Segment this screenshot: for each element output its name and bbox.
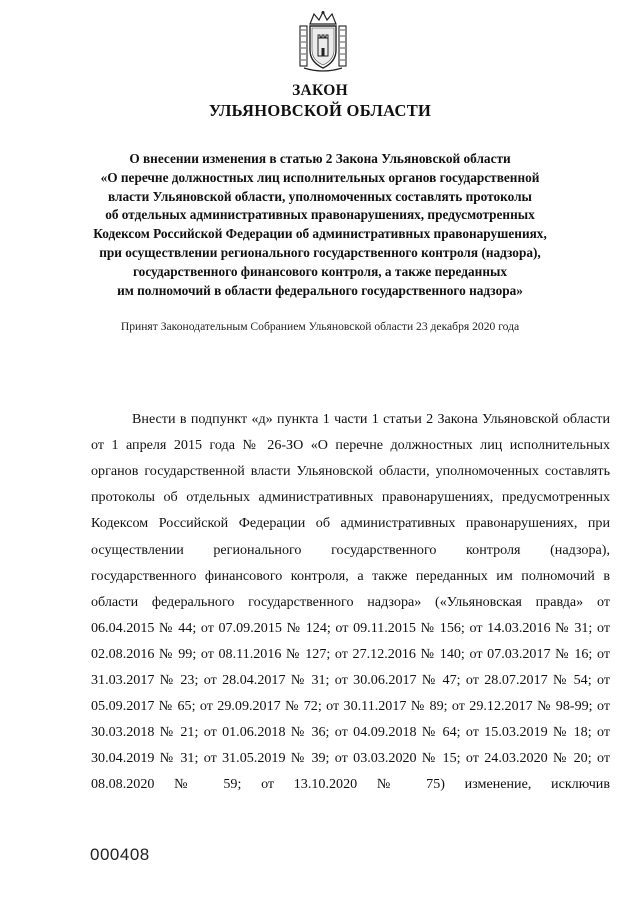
- coat-of-arms-icon: [296, 10, 350, 74]
- region-heading: УЛЬЯНОВСКОЙ ОБЛАСТИ: [208, 101, 432, 120]
- law-title-line: О внесении изменения в статью 2 Закона Ульяновской области: [129, 151, 511, 166]
- law-title-line: государственного финансового контроля, а также переданных: [132, 263, 508, 279]
- document-type-heading: ЗАКОН: [292, 82, 348, 99]
- law-title: [60, 150, 580, 300]
- law-title-line: «О перечне должностных лиц исполнительных органов государственной: [100, 169, 540, 185]
- adoption-note: Принят Законодательным Собранием Ульяновской области 23 декабря 2020 года: [120, 320, 520, 333]
- law-title-line: им полномочий в области федерального государственного надзора»: [117, 282, 523, 298]
- law-title-line: при осуществлении регионального государственного контроля (надзора),: [99, 244, 541, 260]
- body-paragraph: Внести в подпункт «д» пункта 1 части 1 статьи 2 Закона Ульяновской области от 1 апреля 2015 года № 26-ЗО «О перечне должностных лиц исполнительных органов государственной власти Ульяновской области, уполномоченных составлять протоколы об отдельных административных правонарушениях, предусмотренных Кодексом Российской Федерации об административных правонарушениях, при осуществлении регионального государственного контроля (надзора), государственного финансового контроля, а также переданных им полномочий в области федерального государственного надзора» («Ульяновская правда» от 06.04.2015 № 44; от 07.09.2015 № 124; от 09.11.2015 № 156; от 14.03.2016 № 31; от 02.08.2016 № 99; от 08.11.2016 № 127; от 27.12.2016 № 140; от 07.03.2017 № 16; от 31.03.2017 № 23; от 28.04.2017 № 31; от 30.06.2017 № 47; от 28.07.2017 № 54; от 05.09.2017 № 65; от 29.09.2017 № 72; от 30.11.2017 № 89; от 29.12.2017 № 98-99; от 30.03.2018 № 21; от 01.06.2018 № 36; от 04.09.2018 № 64; от 15.03.2019 № 18; от 30.04.2019 № 31; от 31.05.2019 № 39; от 03.03.2020 № 15; от 24.03.2020 № 20; от 08.08.2020 № 59; от 13.10.2020 № 75) изменение, исключив: [91, 411, 610, 793]
- document-serial-number: 000408: [90, 845, 150, 864]
- law-title-line: Кодексом Российской Федерации об административных правонарушениях,: [93, 226, 547, 242]
- law-title-line: власти Ульяновской области, уполномоченных составлять протоколы: [108, 188, 532, 204]
- law-title-line: об отдельных административных правонарушениях, предусмотренных: [105, 207, 535, 223]
